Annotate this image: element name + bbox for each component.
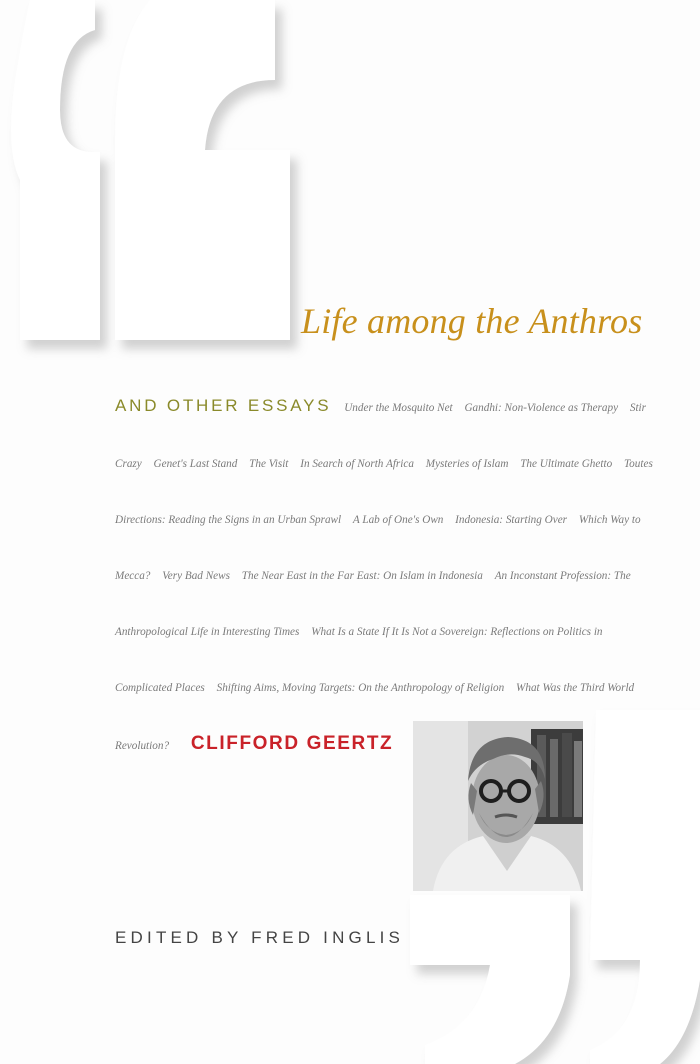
essay-title: Genet's Last Stand [153,458,238,470]
essay-title: The Near East in the Far East: On Islam in Indonesia [241,570,483,582]
essay-title: A Lab of One's Own [352,514,444,526]
book-title: Life among the Anthros [301,301,643,341]
book-subtitle: AND OTHER ESSAYS [115,396,332,415]
opening-quote-icon [11,0,290,340]
essay-title: The Visit [249,458,289,470]
essay-title: What Is a State If It Is Not a Sovereign: Reflections on Politics in Complicated Places [115,626,603,694]
essay-list [115,378,655,774]
essay-title: Which Way to Mecca? [115,514,641,582]
essay-title: Indonesia: Starting Over [455,514,568,526]
author-name: CLIFFORD GEERTZ [190,733,394,754]
essay-title: Stir Crazy [115,402,647,470]
essay-title: Very Bad News [162,570,230,582]
essay-title: Shifting Aims, Moving Targets: On the Anthropology of Religion [216,682,505,694]
author-portrait-image [413,721,583,891]
essay-title: Under the Mosquito Net [344,402,453,414]
essay-title: Toutes Directions: Reading the Signs in an Urban Sprawl [115,458,653,526]
essay-title: Gandhi: Non-Violence as Therapy [464,402,619,414]
essay-title: In Search of North Africa [300,458,414,470]
essay-title: An Inconstant Profession: The Anthropological Life in Interesting Times [115,570,631,638]
essay-title: Mysteries of Islam [425,458,509,470]
editor-credit: EDITED BY FRED INGLIS [115,928,405,947]
author-photo [413,721,583,891]
essay-title: What Was the Third World Revolution? [115,682,635,752]
essay-title: The Ultimate Ghetto [520,458,613,470]
